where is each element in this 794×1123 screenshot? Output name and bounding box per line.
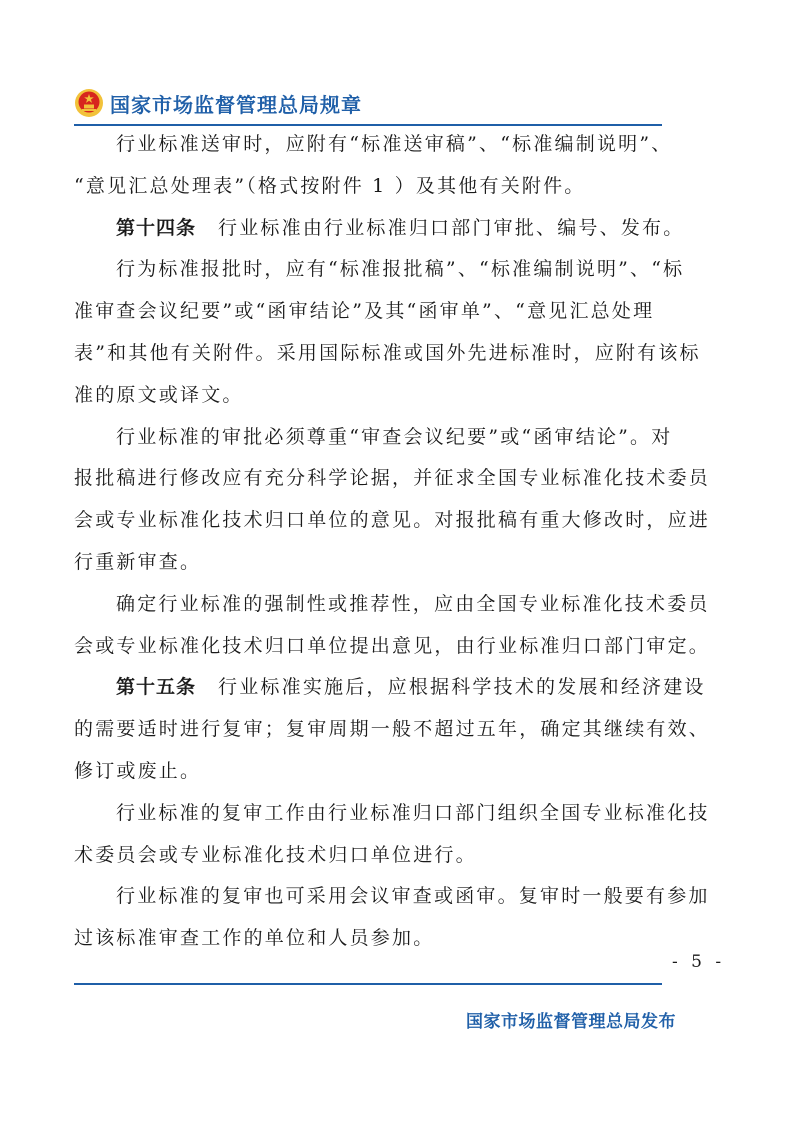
paragraph xyxy=(74,584,724,668)
text-line: 行业标准送审时，应附有“标准送审稿”、“标准编制说明”、 xyxy=(116,133,673,155)
text-line: 报批稿进行修改应有充分科学论据，并征求全国专业标准化技术委员 xyxy=(74,467,711,490)
page-header xyxy=(74,86,362,120)
article-number: 第十四条 xyxy=(116,216,197,239)
article-number: 第十五条 xyxy=(116,676,197,699)
paragraph xyxy=(74,249,724,416)
document-body xyxy=(74,124,724,960)
text-line: 会或专业标准化技术归口单位提出意见，由行业标准归口部门审定。 xyxy=(74,634,711,657)
page-number: - 5 - xyxy=(672,952,726,972)
paragraph xyxy=(74,793,724,877)
text-line: 准的原文或译文。 xyxy=(74,383,244,406)
footer-divider xyxy=(74,983,662,985)
text-line: 行为标准报批时，应有“标准报批稿”、“标准编制说明”、“标 xyxy=(116,258,685,281)
paragraph xyxy=(74,124,724,208)
text-line: 术委员会或专业标准化技术归口单位进行。 xyxy=(74,843,477,866)
text-line xyxy=(74,667,724,709)
text-line: 修订或废止。 xyxy=(74,759,202,782)
article-text: 行业标准由行业标准归口部门审批、编号、发布。 xyxy=(218,216,685,239)
text-line: 行业标准的审批必须尊重“审查会议纪要”或“函审结论”。对 xyxy=(116,425,673,448)
text-line: 过该标准审查工作的单位和人员参加。 xyxy=(74,927,435,950)
text-line: 的需要适时进行复审；复审周期一般不超过五年，确定其继续有效、 xyxy=(74,718,711,741)
text-line: 会或专业标准化技术归口单位的意见。对报批稿有重大修改时，应进 xyxy=(74,509,711,532)
paragraph xyxy=(74,417,724,584)
footer-publisher: 国家市场监督管理总局发布 xyxy=(466,1012,676,1032)
text-line: 行重新审查。 xyxy=(74,550,202,573)
text-line: 行业标准的复审工作由行业标准归口部门组织全国专业标准化技 xyxy=(116,801,710,824)
article-15 xyxy=(74,667,724,792)
text-line: 准审查会议纪要”或“函审结论”及其“函审单”、“意见汇总处理 xyxy=(74,300,655,323)
header-title: 国家市场监督管理总局规章 xyxy=(110,92,362,117)
text-line: 表”和其他有关附件。采用国际标准或国外先进标准时，应附有该标 xyxy=(74,341,701,364)
national-emblem-icon xyxy=(74,88,104,118)
text-line: 行业标准的复审也可采用会议审查或函审。复审时一般要有参加 xyxy=(116,885,710,908)
text-line: 确定行业标准的强制性或推荐性，应由全国专业标准化技术委员 xyxy=(116,592,710,615)
paragraph xyxy=(74,876,724,960)
article-text: 行业标准实施后，应根据科学技术的发展和经济建设 xyxy=(218,676,706,699)
article-14 xyxy=(74,208,724,250)
text-line: “意见汇总处理表”（格式按附件 1 ）及其他有关附件。 xyxy=(74,174,586,197)
text-line xyxy=(74,208,724,250)
